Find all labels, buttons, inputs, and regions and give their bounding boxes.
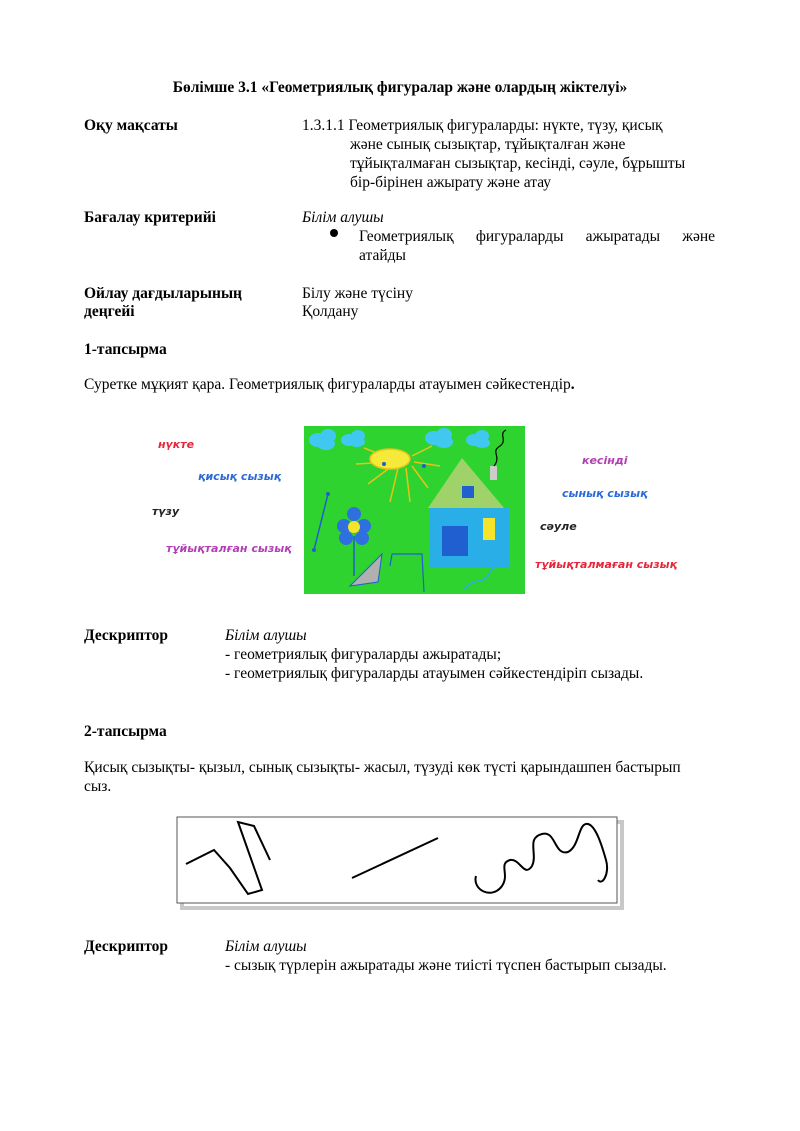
chimney (490, 466, 497, 480)
lines-drawing (176, 816, 624, 912)
label-curve-line: қисық сызық (198, 470, 282, 483)
house-window (483, 518, 495, 540)
point (382, 462, 386, 466)
thinking-label: Ойлау дағдыларының (84, 285, 242, 302)
task2-instruction-2: сыз. (84, 778, 112, 795)
objective-line: 1.3.1.1 Геометриялық фигураларды: нүкте, түзу, қисық (302, 117, 663, 134)
bullet-icon (330, 229, 338, 237)
label-broken-line: сынық сызық (562, 487, 648, 500)
criteria-bullet-line2: атайды (359, 247, 406, 264)
thinking-level: Қолдану (302, 303, 359, 320)
criteria-learner: Білім алушы (302, 209, 384, 226)
thinking-level: Білу және түсіну (302, 285, 413, 302)
descriptor-learner: Білім алушы (225, 627, 307, 644)
point (326, 492, 330, 496)
label-point: нүкте (158, 438, 195, 451)
task2-title: 2-тапсырма (84, 723, 167, 740)
label-straight-line: түзу (152, 505, 180, 518)
house-wall (429, 508, 509, 568)
house-door (442, 526, 468, 556)
task2-instruction: Қисық сызықты- қызыл, сынық сызықты- жасыл, түзуді көк түсті қарындашпен бастырып (84, 759, 681, 776)
task1-title: 1-тапсырма (84, 341, 167, 358)
label-segment: кесінді (582, 454, 628, 467)
attic-window (462, 486, 474, 498)
descriptor-label: Дескриптор (84, 627, 168, 644)
descriptor-learner: Білім алушы (225, 938, 307, 955)
criteria-label: Бағалау критерийі (84, 209, 216, 226)
descriptor-item: - геометриялық фигураларды атауымен сәйкестендіріп сызады. (225, 665, 644, 682)
label-ray: сәуле (540, 520, 577, 533)
label-open-line: тұйықталмаған сызық (535, 558, 678, 571)
section-title: Бөлімше 3.1 «Геометриялық фигуралар және олардың жіктелуі» (172, 79, 628, 96)
descriptor-label: Дескриптор (84, 938, 168, 955)
criteria-word: және (682, 228, 715, 245)
objective-line: тұйықталмаған сызықтар, кесінді, сәуле, бұрышты (350, 155, 686, 172)
criteria-word: фигураларды (475, 228, 564, 245)
criteria-word: Геометриялық (359, 228, 454, 245)
objective-line: және сынық сызықтар, тұйықталған және (350, 136, 626, 153)
criteria-bullet-line (359, 227, 715, 246)
descriptor-item: - геометриялық фигураларды ажыратады; (225, 646, 502, 663)
point (422, 464, 426, 468)
criteria-word: ажыратады (585, 228, 661, 245)
task1-instruction: Суретке мұқият қара. Геометриялық фигураларды атауымен сәйкестендір. (84, 376, 575, 393)
objective-label: Оқу мақсаты (84, 117, 178, 134)
objective-line: бір-бірінен ажырату және атау (350, 174, 552, 191)
descriptor-item: - сызық түрлерін ажыратады және тиісті түспен бастырып сызады. (225, 957, 667, 974)
label-closed-line: тұйықталған сызық (166, 542, 292, 555)
point (312, 548, 316, 552)
geometry-picture (304, 426, 525, 594)
thinking-label-2: деңгейі (84, 303, 135, 320)
